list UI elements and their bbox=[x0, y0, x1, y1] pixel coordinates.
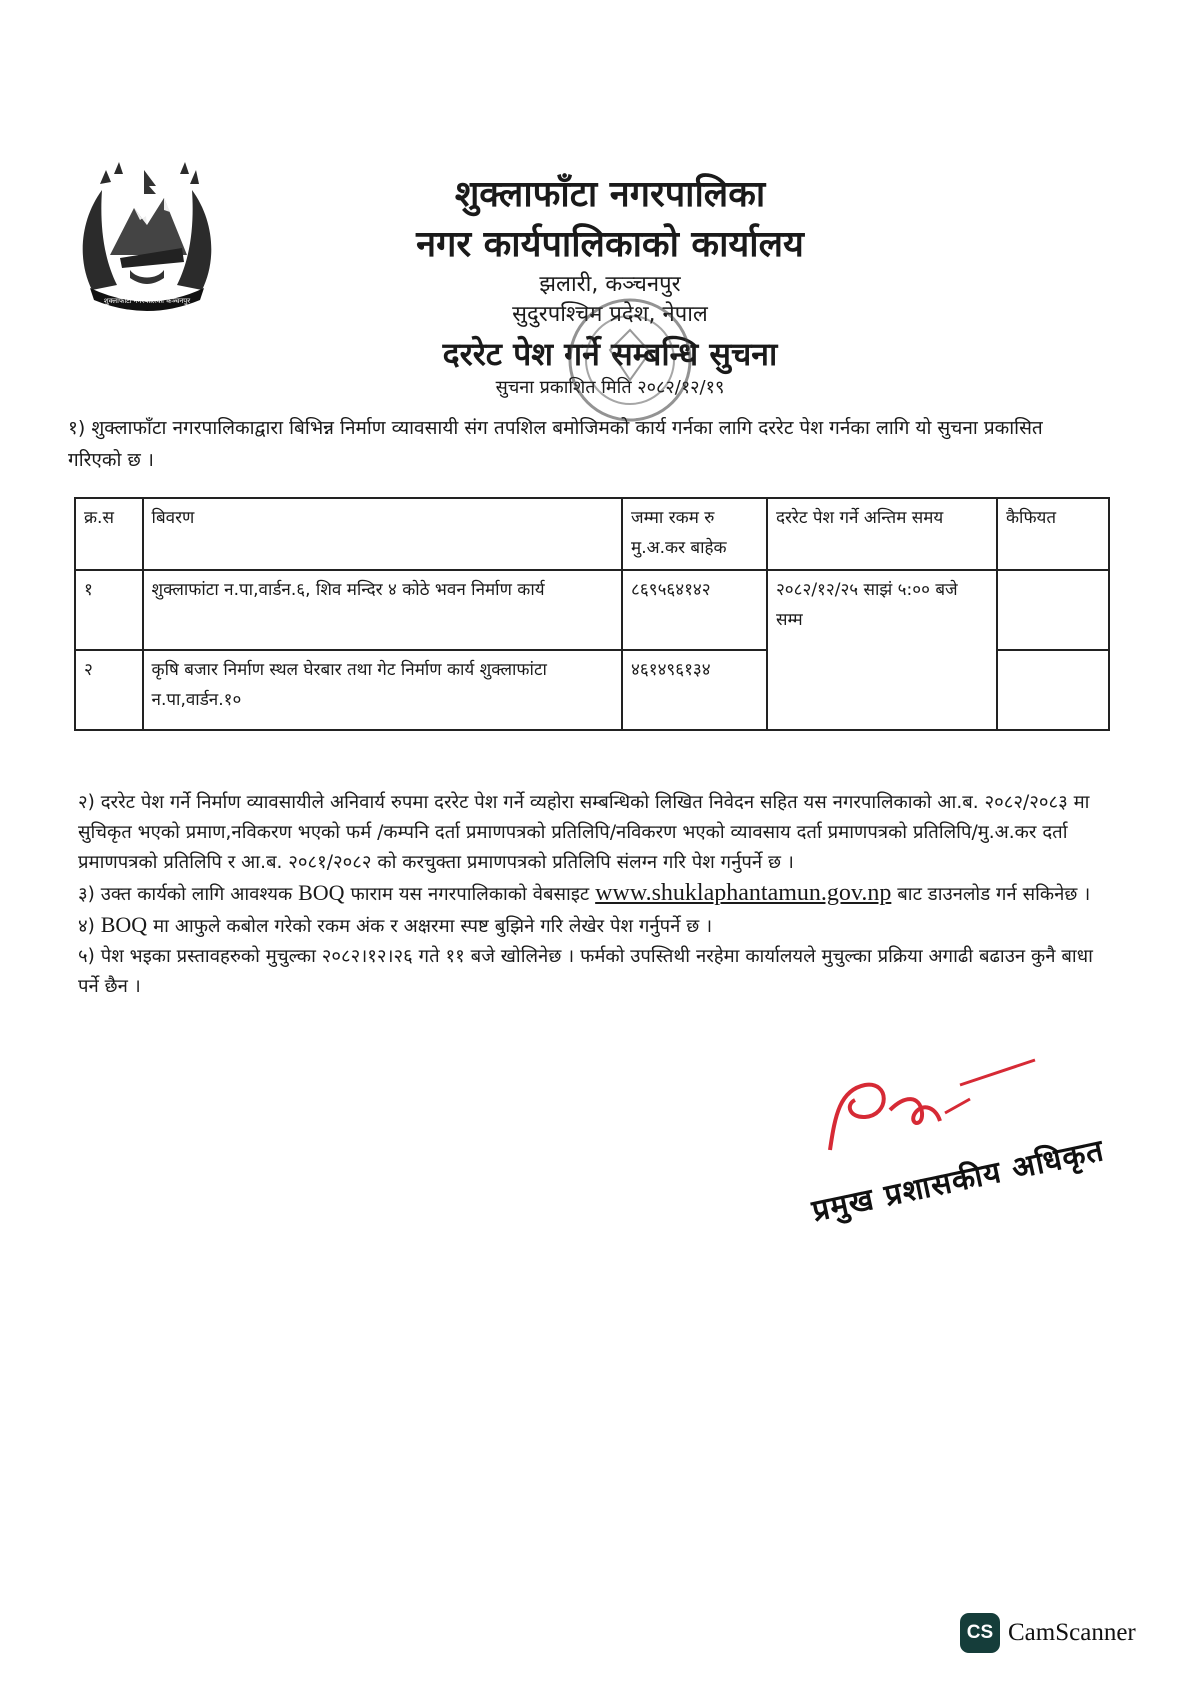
row-remarks bbox=[997, 650, 1109, 730]
org-name: शुक्लाफाँटा नगरपालिका bbox=[454, 174, 766, 215]
notice-title: दररेट पेश गर्ने सम्बन्धि सुचना bbox=[442, 335, 778, 373]
officer-stamp: प्रमुख प्रशासकीय अधिकृत bbox=[809, 1133, 1108, 1230]
office-name: नगर कार्यपालिकाको कार्यालय bbox=[416, 224, 804, 265]
website-link[interactable]: www.shuklaphantamun.gov.np bbox=[595, 880, 892, 906]
row-amount: ४६१४९६१३४ bbox=[622, 650, 767, 730]
camscanner-logo-icon: CS bbox=[960, 1613, 1000, 1653]
emblem-caption: शुक्लाफाँटा नगरपालिका कञ्चनपुर bbox=[103, 297, 191, 305]
col-sn: क्र.स bbox=[75, 498, 143, 570]
row-amount: ८६९५६४१४२ bbox=[622, 570, 767, 650]
row-deadline: २०८२/१२/२५ साझं ५:०० बजे सम्म bbox=[767, 570, 997, 730]
table-row bbox=[75, 570, 1109, 650]
condition-3: ३) उक्त कार्यको लागि आवश्यक BOQ फाराम यस नगरपालिकाको वेबसाइट www.shuklaphantamun.gov.np बाट डाउनलोड गर्न सकिनेछ । bbox=[78, 880, 1091, 906]
row-remarks bbox=[997, 570, 1109, 650]
table-header-row bbox=[75, 498, 1109, 570]
col-deadline: दररेट पेश गर्ने अन्तिम समय bbox=[767, 498, 997, 570]
row-sn: २ bbox=[75, 650, 143, 730]
condition-4: ४) BOQ मा आफुले कबोल गरेको रकम अंक र अक्षरमा स्पष्ट बुझिने गरि लेखेर पेश गर्नुपर्ने छ । bbox=[78, 912, 713, 937]
col-description: बिवरण bbox=[143, 498, 623, 570]
condition-5: ५) पेश भइका प्रस्तावहरुको मुचुल्का २०८२।१२।२६ गते ११ बजे खोलिनेछ । फर्मको उपस्तिथी नरहेमा कार्यालयले मुचुल्का प्रक्रिया अगाढी बढाउन कुनै बाधा पर्ने छैन । bbox=[78, 946, 1093, 997]
work-table bbox=[74, 497, 1110, 731]
camscanner-badge bbox=[960, 1612, 1136, 1654]
nepal-emblem-icon bbox=[72, 160, 222, 315]
condition-2: २) दररेट पेश गर्ने निर्माण व्यावसायीले अनिवार्य रुपमा दररेट पेश गर्ने व्यहोरा सम्बन्धिको लिखित निवेदन सहित यस नगरपालिकाको आ.ब. २०८२/२०८३ मा सुचिकृत भएको प्रमाण,नविकरण भएको फर्म /कम्पनि दर्ता प्रमाणपत्रको प्रतिलिपि/नविकरण भएको व्यावसाय दर्ता प्रमाणपत्रको प्रतिलिपि/मु.अ.कर दर्ता प्रमाणपत्रको प्रतिलिपि र आ.ब. २०८१/२०८२ को करचुक्ता प्रमाणपत्रको प्रतिलिपि संलग्न गरि पेश गर्नुपर्ने छ । bbox=[78, 792, 1090, 873]
row-description: कृषि बजार निर्माण स्थल घेरबार तथा गेट निर्माण कार्य शुक्लाफांटा न.पा,वार्डन.१० bbox=[143, 650, 623, 730]
col-remarks: कैफियत bbox=[997, 498, 1109, 570]
publish-date: सुचना प्रकाशित मिति २०८२/१२/१९ bbox=[495, 377, 725, 398]
row-sn: १ bbox=[75, 570, 143, 650]
office-seal-icon bbox=[560, 290, 700, 430]
col-amount: जम्मा रकम रु मु.अ.कर बाहेक bbox=[622, 498, 767, 570]
row-description: शुक्लाफांटा न.पा,वार्डन.६, शिव मन्दिर ४ कोठे भवन निर्माण कार्य bbox=[143, 570, 623, 650]
address: झलारी, कञ्चनपुर bbox=[539, 272, 681, 297]
intro-paragraph: १) शुक्लाफाँटा नगरपालिकाद्वारा बिभिन्न निर्माण व्यावसायी संग तपशिल बमोजिमको कार्य गर्नका लागि दररेट पेश गर्नका लागि यो सुचना प्रकासित गरिएको छ । bbox=[68, 417, 1043, 471]
camscanner-label: CamScanner bbox=[1008, 1619, 1136, 1646]
province: सुदुरपश्चिम प्रदेश, नेपाल bbox=[512, 302, 708, 327]
conditions-list bbox=[78, 788, 1098, 1002]
